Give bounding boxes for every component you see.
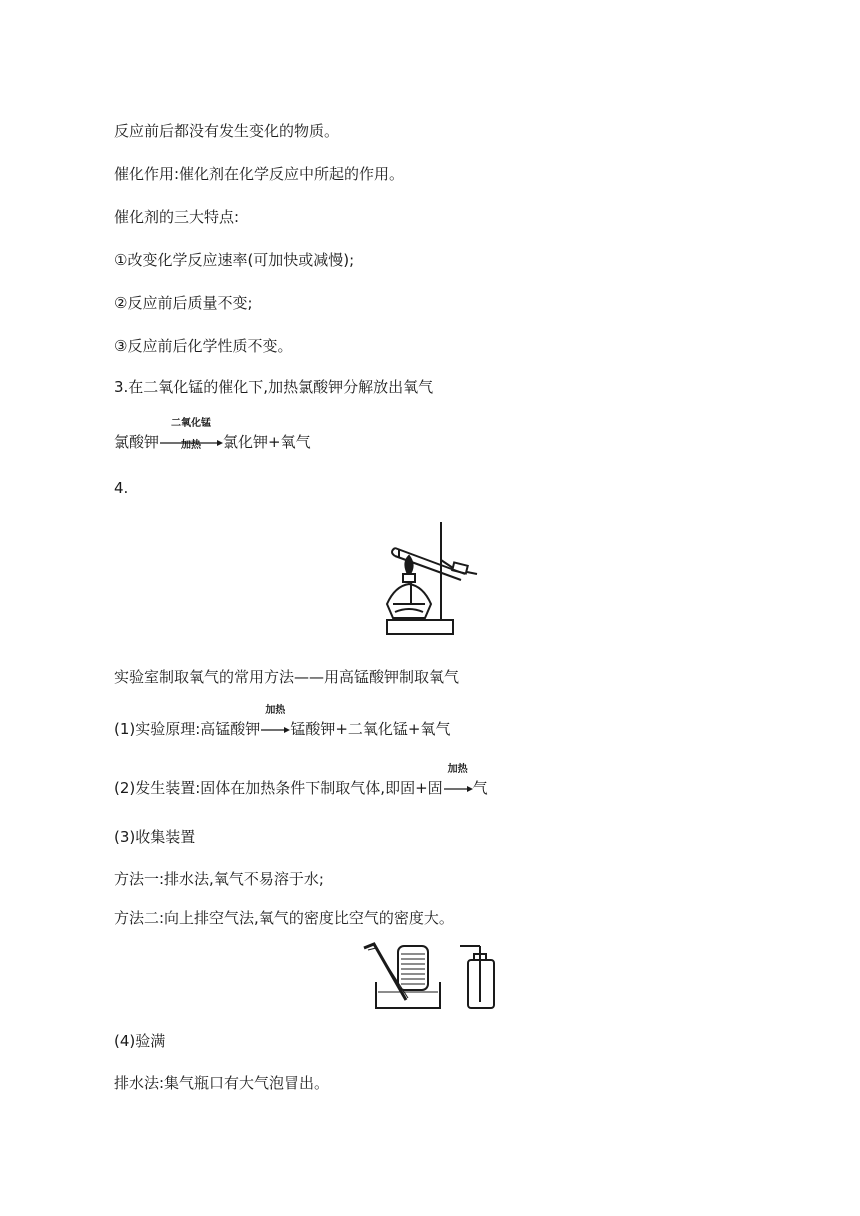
text-line-features-heading: 催化剂的三大特点: <box>114 208 240 226</box>
text-line-full-check-heading: (4)验满 <box>114 1032 166 1050</box>
gas-collection-apparatus-figure <box>360 942 506 1014</box>
eq1-product: 氯化钾+氧气 <box>223 433 311 451</box>
text-line-catalysis: 催化作用:催化剂在化学反应中所起的作用。 <box>114 165 405 183</box>
eq1-reactant: 氯酸钾 <box>114 433 160 451</box>
eq3-product: 气 <box>472 779 488 797</box>
text-line-lab-method: 实验室制取氧气的常用方法——用高锰酸钾制取氧气 <box>114 668 460 686</box>
text-line-method-1: 方法一:排水法,氧气不易溶于水; <box>114 870 324 888</box>
text-line-water-full-check: 排水法:集气瓶口有大气泡冒出。 <box>114 1074 330 1092</box>
kmno4-heating-apparatus-figure <box>381 520 481 638</box>
text-line-item-4: 4. <box>114 479 129 497</box>
eq2-product: 锰酸钾+二氧化锰+氧气 <box>290 720 451 738</box>
text-line-substance: 反应前后都没有发生变化的物质。 <box>114 122 340 140</box>
text-line-feature-2: ②反应前后质量不变; <box>114 294 253 312</box>
text-line-method-2: 方法二:向上排空气法,氧气的密度比空气的密度大。 <box>114 909 454 927</box>
eq2-arrow <box>260 705 290 739</box>
text-line-feature-1: ①改变化学反应速率(可加快或减慢); <box>114 251 355 269</box>
eq2-condition-heat: 加热 <box>265 705 286 716</box>
text-line-collection-heading: (3)收集装置 <box>114 828 196 846</box>
text-line-item-3: 3.在二氧化锰的催化下,加热氯酸钾分解放出氧气 <box>114 378 434 396</box>
eq3-condition-heat: 加热 <box>447 764 468 775</box>
equation-solid-heating <box>114 764 488 798</box>
eq3-prefix: (2)发生装置:固体在加热条件下制取气体,即固+固 <box>114 779 443 797</box>
eq1-condition-catalyst: 二氧化锰 <box>171 418 212 429</box>
eq3-arrow <box>443 764 473 798</box>
text-line-feature-3: ③反应前后化学性质不变。 <box>114 337 293 355</box>
equation-kclo3 <box>114 418 311 452</box>
eq1-arrow <box>159 418 223 452</box>
equation-kmno4 <box>114 705 451 739</box>
eq2-prefix: (1)实验原理:高锰酸钾 <box>114 720 261 738</box>
eq1-condition-heat: 加热 <box>181 440 202 451</box>
